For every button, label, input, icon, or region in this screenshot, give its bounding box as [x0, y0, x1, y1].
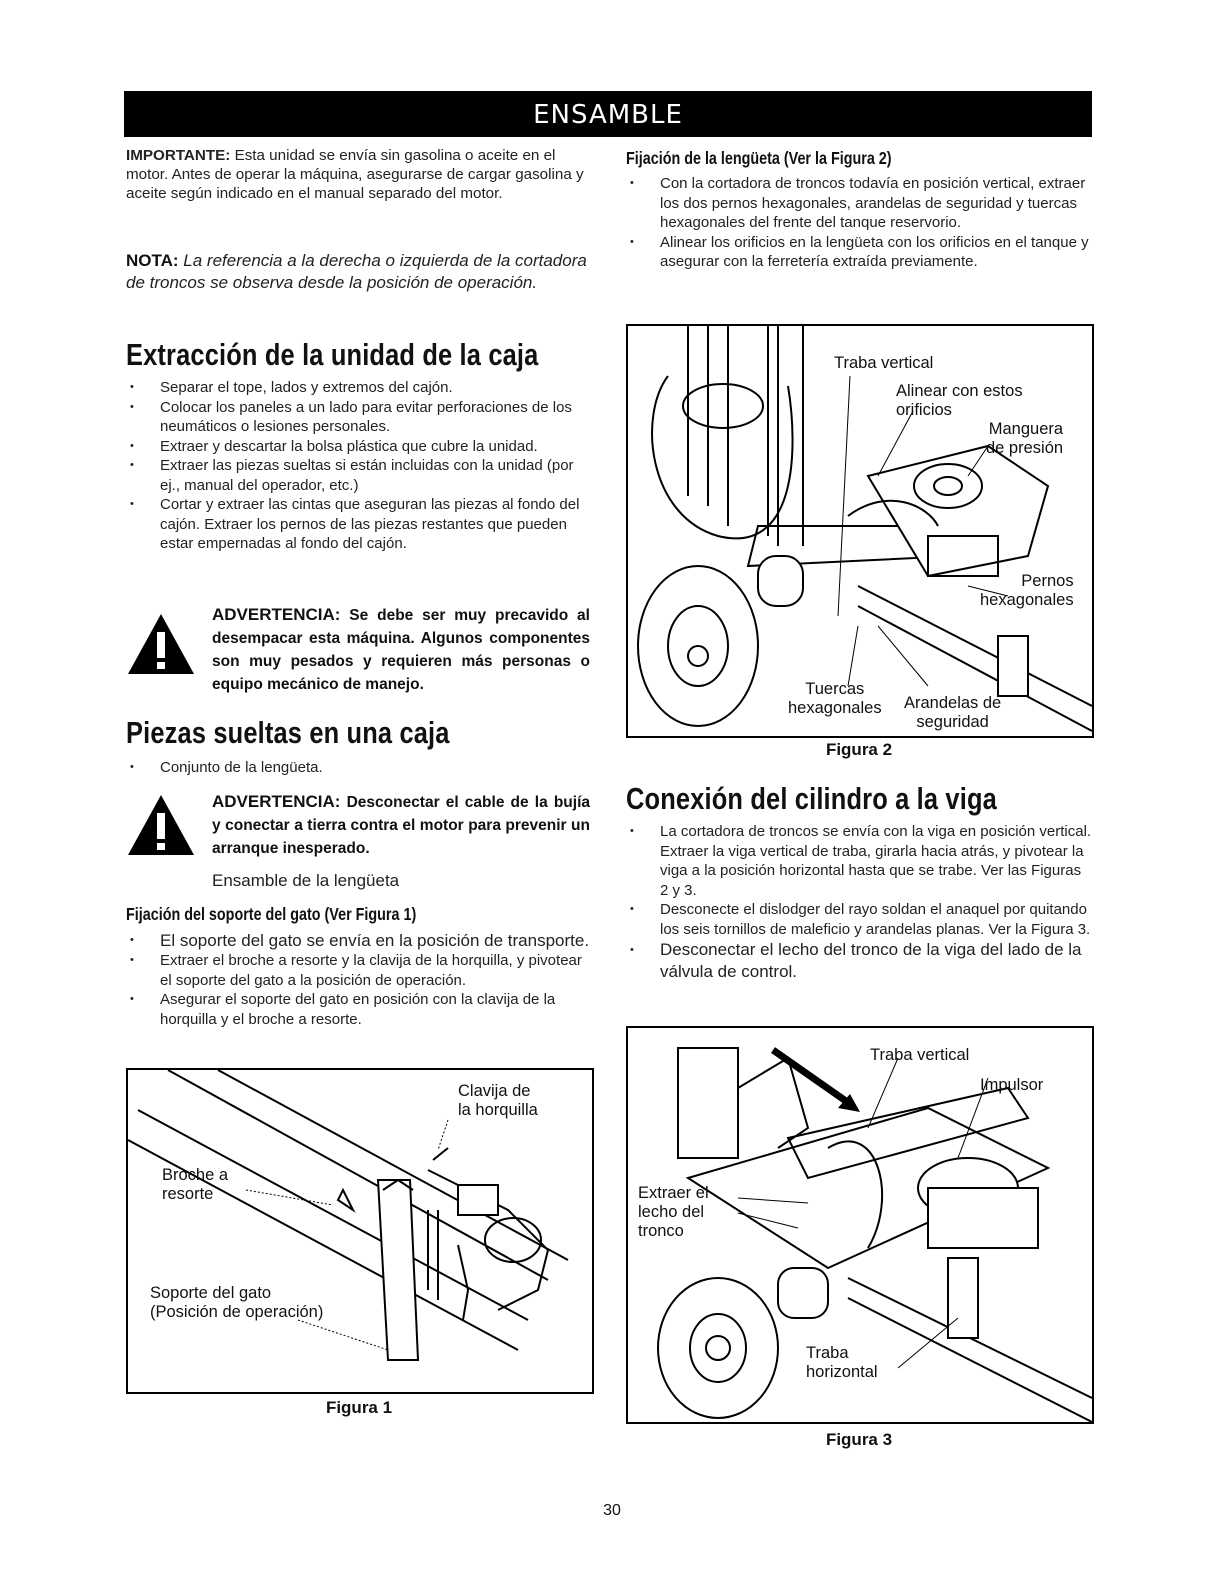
label-extraer: lecho del [638, 1203, 705, 1221]
list-item: • Alinear los orificios en la lengüeta con los orificios en el tanque y asegurar con la ferretería extraída previamente. [626, 233, 1092, 272]
list-item: • Cortar y extraer las cintas que aseguran las piezas al fondo del cajón. Extraer los pernos de las piezas restantes que pueden estar empernadas al fondo del cajón. [126, 495, 592, 554]
warning-extraccion [212, 603, 590, 696]
list-item: • Colocar los paneles a un lado para evitar perforaciones de los neumáticos o lesiones personales. [126, 398, 592, 437]
ensamble-lengueta-subline: Ensamble de la lengüeta [212, 871, 400, 890]
label-extraer: tronco [638, 1222, 684, 1240]
lengueta-heading: Fijación de la lengüeta (Ver la Figura 2) [626, 148, 892, 168]
conexion-heading: Conexión del cilindro a la viga [626, 781, 997, 816]
label-clavija: Clavija de [458, 1082, 531, 1100]
list-item: • Desconectar el lecho del tronco de la viga del lado de la válvula de control. [626, 939, 1092, 983]
figure-2 [626, 324, 1094, 738]
extraccion-list [126, 378, 592, 554]
label-manguera: Manguera [988, 420, 1064, 438]
list-item: • Con la cortadora de troncos todavía en posición vertical, extraer los dos pernos hexagonales, arandelas de seguridad y tuercas hexagonales del frente del tanque reservorio. [626, 174, 1092, 233]
label-broche: resorte [162, 1185, 214, 1203]
list-item: • Extraer las piezas sueltas si están incluidas con la unidad (por ej., manual del operador, etc.) [126, 456, 592, 495]
label-pernos: hexagonales [980, 591, 1074, 609]
list-item: • Extraer y descartar la bolsa plástica que cubre la unidad. [126, 437, 592, 457]
list-item: • Separar el tope, lados y extremos del cajón. [126, 378, 592, 398]
label-tuercas: hexagonales [788, 699, 882, 717]
figure-3 [626, 1026, 1094, 1424]
figure-1 [126, 1068, 594, 1394]
label-traba-vertical: Traba vertical [834, 354, 934, 372]
list-item: • El soporte del gato se envía en la posición de transporte. [126, 930, 592, 951]
piezas-list [126, 758, 592, 778]
figure-2-caption: Figura 2 [825, 740, 893, 759]
label-soporte: Soporte del gato [150, 1284, 272, 1302]
warning-text: Se debe ser muy precavido al desempacar esta máquina. Algunos componentes son muy pesados y requieren más personas o equipo mecánico de manejo. [212, 607, 590, 693]
warning-label: ADVERTENCIA: [212, 792, 341, 811]
figure-3-caption: Figura 3 [825, 1430, 893, 1449]
warning-icon [126, 793, 196, 857]
list-item: • La cortadora de troncos se envía con la viga en posición vertical. Extraer la viga vertical de traba, girarla hacia atrás, y pivotear la viga a la posición horizontal hasta que se trabe. Ver las Figuras 2 y 3. [626, 822, 1092, 900]
label-pernos: Pernos [1021, 572, 1074, 590]
extraccion-heading: Extracción de la unidad de la caja [126, 337, 539, 372]
soporte-heading: Fijación del soporte del gato (Ver Figura 1) [126, 904, 417, 924]
label-broche: Broche a [162, 1166, 229, 1184]
importante-text: Esta unidad se envía sin gasolina o aceite en el motor. Antes de operar la máquina, asegurarse de cargar gasolina y aceite según indicado en el manual separado del motor. [126, 147, 584, 202]
label-traba-vertical: Traba vertical [870, 1046, 970, 1064]
nota-paragraph [126, 250, 592, 294]
label-arandelas: seguridad [916, 713, 989, 731]
label-traba-horizontal: Traba [806, 1344, 849, 1362]
warning-icon [126, 612, 196, 676]
label-alinear: Alinear con estos [896, 382, 1023, 400]
label-tuercas: Tuercas [805, 680, 865, 698]
label-clavija: la horquilla [458, 1101, 538, 1119]
warning-piezas [212, 790, 590, 860]
list-item: • Desconecte el dislodger del rayo soldan el anaquel por quitando los seis tornillos de maleficio y arandelas planas. Ver la Figura 3. [626, 900, 1092, 939]
lengueta-list [626, 174, 1092, 272]
list-item: • Extraer el broche a resorte y la clavija de la horquilla, y pivotear el soporte del gato a la posición de operación. [126, 951, 592, 990]
list-item: • Conjunto de la lengüeta. [126, 758, 592, 778]
label-arandelas: Arandelas de [904, 694, 1002, 712]
nota-label: NOTA: [126, 251, 179, 270]
conexion-list [626, 822, 1092, 983]
warning-text: Desconectar el cable de la bujía y conectar a tierra contra el motor para prevenir un arranque inesperado. [212, 794, 590, 857]
label-manguera: de presión [986, 439, 1064, 457]
figure-1-caption: Figura 1 [325, 1398, 393, 1417]
nota-text: La referencia a la derecha o izquierda de la cortadora de troncos se observa desde la posición de operación. [126, 251, 587, 292]
soporte-list [126, 930, 592, 1029]
piezas-heading: Piezas sueltas en una caja [126, 715, 450, 750]
label-traba-horizontal: horizontal [806, 1363, 878, 1381]
list-item: • Asegurar el soporte del gato en posición con la clavija de la horquilla y el broche a resorte. [126, 990, 592, 1029]
label-extraer: Extraer el [638, 1184, 709, 1202]
label-soporte: (Posición de operación) [150, 1303, 324, 1321]
label-alinear: orificios [896, 401, 952, 419]
importante-label: IMPORTANTE: [126, 147, 231, 164]
page-number: 30 [603, 1502, 621, 1519]
warning-label: ADVERTENCIA: [212, 605, 341, 624]
section-banner: ENSAMBLE [124, 91, 1092, 137]
label-impulsor: Impulsor [980, 1076, 1044, 1094]
importante-paragraph [126, 146, 592, 203]
